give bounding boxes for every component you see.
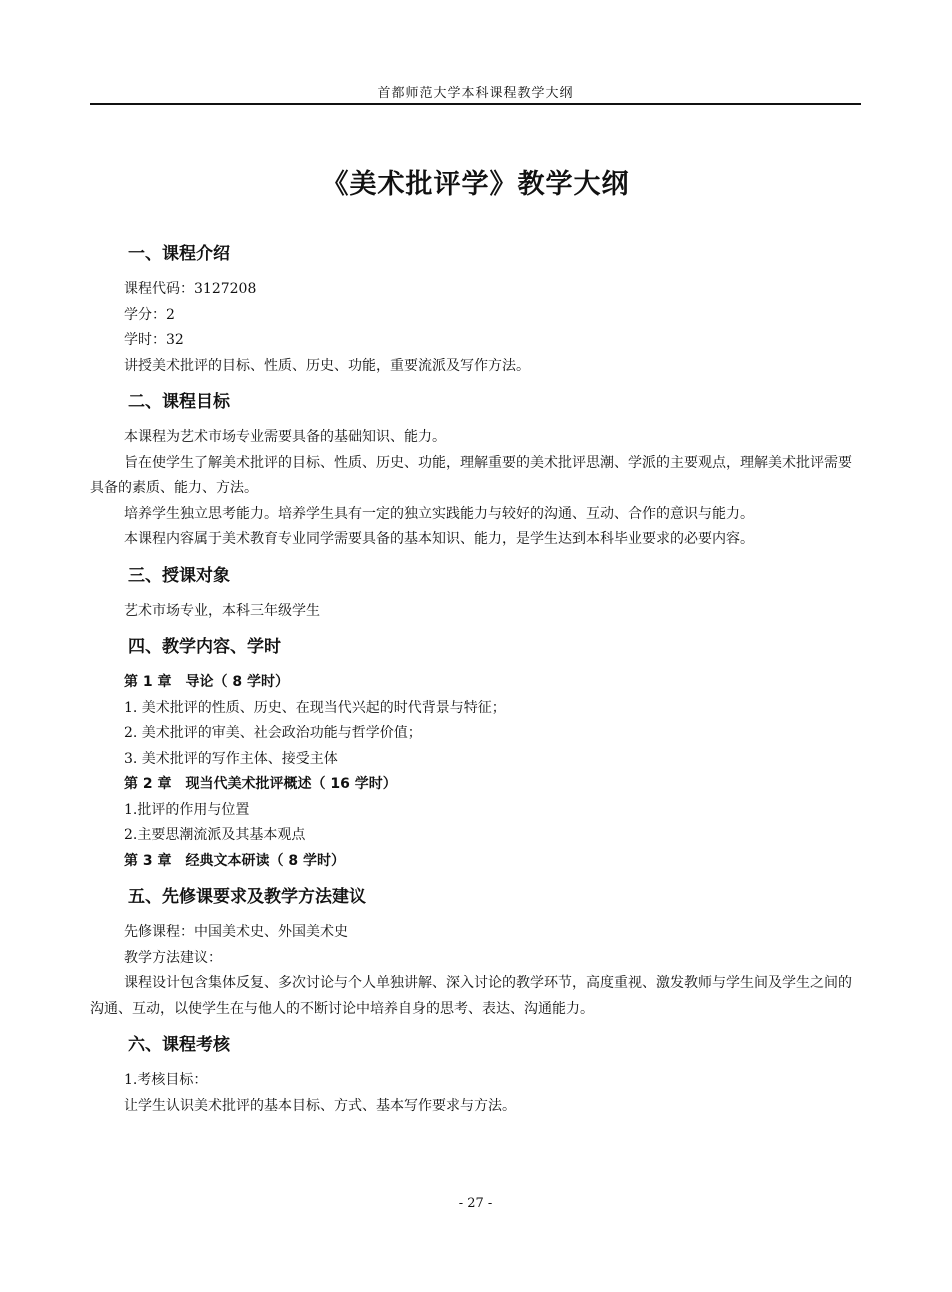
paragraph: 1.考核目标： bbox=[124, 1072, 208, 1088]
paragraph: 课程代码：3127208 bbox=[124, 281, 257, 297]
list-item: 2. 美术批评的审美、社会政治功能与哲学价值； bbox=[124, 725, 422, 741]
paragraph: 旨在使学生了解美术批评的目标、性质、历史、功能，理解重要的美术批评思潮、学派的主要观点，理解美术批评需要具备的素质、能力、方法。 bbox=[90, 454, 852, 496]
paragraph: 让学生认识美术批评的基本目标、方式、基本写作要求与方法。 bbox=[124, 1097, 516, 1114]
section-heading: 六、课程考核 bbox=[128, 1035, 230, 1055]
paragraph: 学分：2 bbox=[124, 306, 175, 323]
list-item: 2.主要思潮流派及其基本观点 bbox=[124, 827, 306, 843]
paragraph: 本课程内容属于美术教育专业同学需要具备的基本知识、能力，是学生达到本科毕业要求的必要内容。 bbox=[124, 531, 754, 547]
header-rule bbox=[90, 103, 861, 105]
section-heading: 三、授课对象 bbox=[128, 565, 230, 586]
list-item: 1. 美术批评的性质、历史、在现当代兴起的时代背景与特征； bbox=[124, 699, 506, 716]
section-heading: 二、课程目标 bbox=[128, 392, 230, 412]
section-heading: 四、教学内容、学时 bbox=[128, 637, 281, 657]
section-heading: 一、课程介绍 bbox=[128, 244, 230, 264]
page-number: - 27 - bbox=[458, 1196, 493, 1211]
chapter-title: 第 2 章 现当代美术批评概述（ 16 学时） bbox=[124, 776, 397, 792]
list-item: 3. 美术批评的写作主体、接受主体 bbox=[124, 750, 338, 767]
paragraph: 课程设计包含集体反复、多次讨论与个人单独讲解、深入讨论的教学环节，高度重视、激发教师与学生间及学生之间的沟通、互动，以使学生在与他人的不断讨论中培养自身的思考、表达、沟通能力。 bbox=[90, 975, 852, 1017]
paragraph: 学时：32 bbox=[124, 332, 184, 348]
running-header: 首都师范大学本科课程教学大纲 bbox=[377, 86, 574, 101]
paragraph: 讲授美术批评的目标、性质、历史、功能，重要流派及写作方法。 bbox=[124, 357, 530, 374]
list-item: 1.批评的作用与位置 bbox=[124, 801, 250, 818]
paragraph: 培养学生独立思考能力。培养学生具有一定的独立实践能力与较好的沟通、互动、合作的意识与能力。 bbox=[124, 505, 754, 522]
paragraph: 本课程为艺术市场专业需要具备的基础知识、能力。 bbox=[124, 429, 446, 445]
paragraph: 先修课程：中国美术史、外国美术史 bbox=[124, 924, 348, 940]
chapter-title: 第 3 章 经典文本研读（ 8 学时） bbox=[124, 852, 345, 869]
paragraph: 教学方法建议： bbox=[124, 949, 222, 966]
section-heading: 五、先修课要求及教学方法建议 bbox=[128, 887, 366, 907]
document-body bbox=[90, 240, 861, 1119]
chapter-title: 第 1 章 导论（ 8 学时） bbox=[124, 674, 289, 690]
document-title: 《美术批评学》教学大纲 bbox=[321, 169, 630, 200]
paragraph: 艺术市场专业，本科三年级学生 bbox=[124, 602, 320, 619]
